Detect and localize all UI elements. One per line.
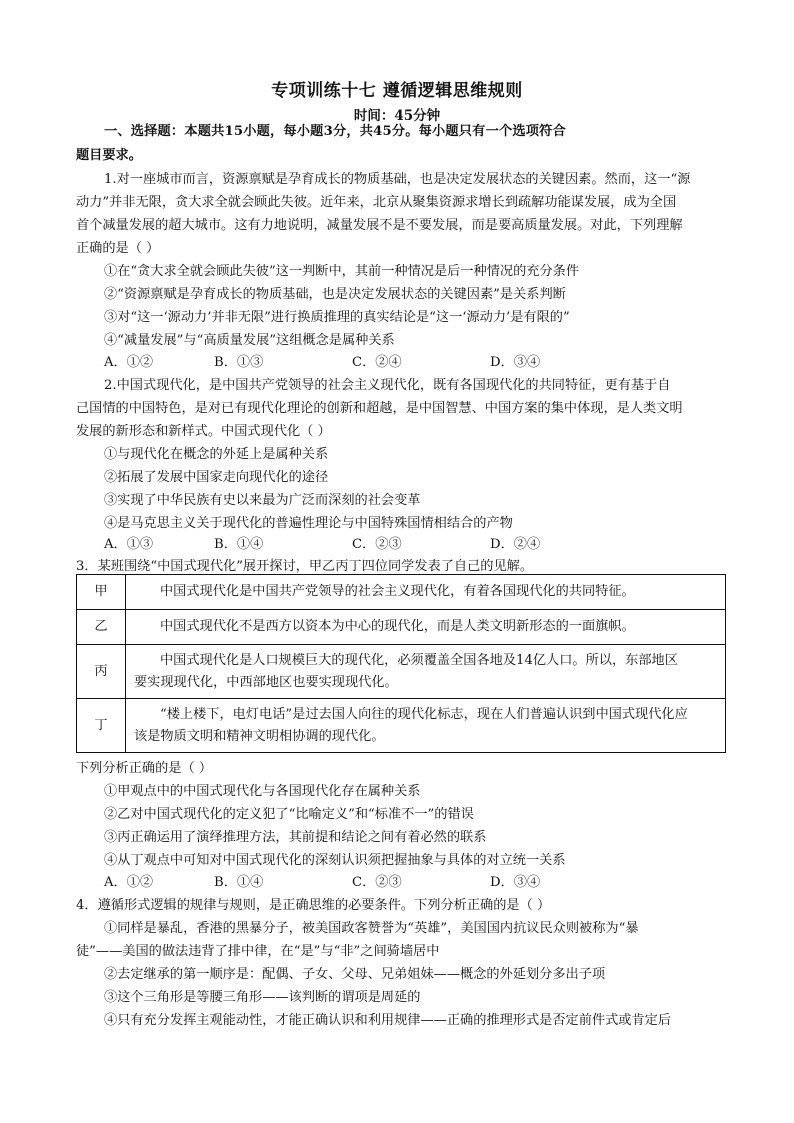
table-row	[77, 610, 726, 645]
q1-item: ③对“这一‘源动力’并非无限”进行换质推理的真实结论是“这一‘源动力’是有限的”	[104, 310, 570, 325]
q4-item: ④只有充分发挥主观能动性，才能正确认识和利用规律——正确的推理形式是否定前件式或肯定后	[104, 1013, 672, 1028]
q3-option-a[interactable]: A．①②	[104, 875, 154, 890]
q2-item: ③实现了中华民族有史以来最为广泛而深刻的社会变革	[104, 493, 421, 508]
q2-stem-line: 发展的新形态和新样式。中国式现代化（ ）	[76, 424, 331, 439]
q1-stem-line: 首个减量发展的超大城市。这有力地说明，减量发展不是不要发展，而是要高质量发展。对此，下列理解	[76, 218, 683, 233]
student-viewpoint: 中国式现代化不是西方以资本为中心的现代化，而是人类文明新形态的一面旗帜。	[126, 610, 726, 645]
q1-option-d[interactable]: D．③④	[490, 355, 541, 370]
q1-item: ②“资源禀赋是孕育成长的物质基础，也是决定发展状态的关键因素”是关系判断	[104, 287, 566, 302]
q2-option-b[interactable]: B．①④	[214, 537, 264, 552]
q1-option-c[interactable]: C．②④	[352, 355, 402, 370]
q4-item: ③这个三角形是等腰三角形——该判断的谓项是周延的	[104, 990, 421, 1005]
q4-item: ①同样是暴乱，香港的黑暴分子，被美国政客赞誉为“英雄”，美国国内抗议民众则被称为“暴	[104, 921, 639, 936]
q4-item: ②去定继承的第一顺序是：配偶、子女、父母、兄弟姐妹——概念的外延划分多出子项	[104, 967, 606, 982]
q1-item: ①在“贪大求全就会顾此失彼”这一判断中，其前一种情况是后一种情况的充分条件	[104, 264, 580, 279]
q3-question: 下列分析正确的是（ ）	[76, 761, 213, 776]
q2-stem-line: 2.中国式现代化，是中国共产党领导的社会主义现代化，既有各国现代化的共同特征，更有基于自	[104, 378, 671, 393]
q3-item: ②乙对中国式现代化的定义犯了“比喻定义”和“标准不一”的错误	[104, 807, 474, 822]
q2-option-a[interactable]: A．①③	[104, 537, 154, 552]
q3-option-c[interactable]: C．②③	[352, 875, 402, 890]
time-limit: 时间：45分钟	[353, 108, 441, 124]
q2-item: ④是马克思主义关于现代化的普遍性理论与中国特殊国情相结合的产物	[104, 516, 513, 531]
q3-item: ④从丁观点中可知对中国式现代化的深刻认识须把握抽象与具体的对立统一关系	[104, 853, 566, 868]
page-title: 专项训练十七 遵循逻辑思维规则	[271, 81, 523, 101]
q3-item: ③丙正确运用了演绎推理方法，其前提和结论之间有着必然的联系	[104, 830, 487, 845]
student-viewpoint: 中国式现代化是中国共产党领导的社会主义现代化，有着各国现代化的共同特征。	[126, 575, 726, 610]
q2-stem-line: 己国情的中国特色，是对已有现代化理论的创新和超越，是中国智慧、中国方案的集中体现，是人类文明	[76, 401, 683, 416]
q3-option-d[interactable]: D．③④	[490, 875, 541, 890]
student-viewpoint: 中国式现代化是人口规模巨大的现代化，必须覆盖全国各地及14亿人口。所以，东部地区 要实现现代化，中西部地区也要实现现代化。	[126, 645, 726, 699]
q1-option-a[interactable]: A．①②	[104, 355, 154, 370]
q1-stem-line: 1.对一座城市而言，资源禀赋是孕育成长的物质基础，也是决定发展状态的关键因素。然而，这一“源	[104, 172, 691, 187]
q1-stem-line: 正确的是（ ）	[76, 241, 160, 256]
section-instruction-line2: 题目要求。	[76, 148, 142, 163]
table-row	[77, 699, 726, 753]
q4-stem: 4．遵循形式逻辑的规律与规则，是正确思维的必要条件。下列分析正确的是（ ）	[76, 898, 551, 913]
section-instruction-line1: 一、选择题：本题共15小题，每小题3分，共45分。每小题只有一个选项符合	[104, 124, 566, 139]
q2-item: ②拓展了发展中国家走向现代化的途径	[104, 470, 329, 485]
q4-item-continuation: 徒”——美国的做法违背了排中律，在“是”与“非”之间骑墙居中	[76, 944, 440, 959]
table-row	[77, 575, 726, 610]
q3-stem: 3．某班围绕“中国式现代化”展开探讨，甲乙丙丁四位同学发表了自己的见解。	[76, 559, 534, 574]
student-name: 甲	[77, 575, 126, 610]
student-name: 丁	[77, 699, 126, 753]
q2-item: ①与现代化在概念的外延上是属种关系	[104, 447, 329, 462]
q1-item: ④“减量发展”与“高质量发展”这组概念是属种关系	[104, 333, 395, 348]
table-row	[77, 645, 726, 699]
student-viewpoint: “楼上楼下，电灯电话”是过去国人向往的现代化标志，现在人们普遍认识到中国式现代化应 该是物质文明和精神文明相协调的现代化。	[126, 699, 726, 753]
q3-option-b[interactable]: B．①④	[214, 875, 264, 890]
q3-viewpoints-table	[76, 574, 726, 753]
q2-option-d[interactable]: D．②④	[490, 537, 541, 552]
q1-option-b[interactable]: B．①③	[214, 355, 264, 370]
q2-option-c[interactable]: C．②③	[352, 537, 402, 552]
student-name: 丙	[77, 645, 126, 699]
q1-stem-line: 动力”并非无限，贪大求全就会顾此失彼。近年来，北京从聚集资源求增长到疏解功能谋发展，成为全国	[76, 195, 677, 210]
q3-item: ①甲观点中的中国式现代化与各国现代化存在属种关系	[104, 784, 421, 799]
student-name: 乙	[77, 610, 126, 645]
